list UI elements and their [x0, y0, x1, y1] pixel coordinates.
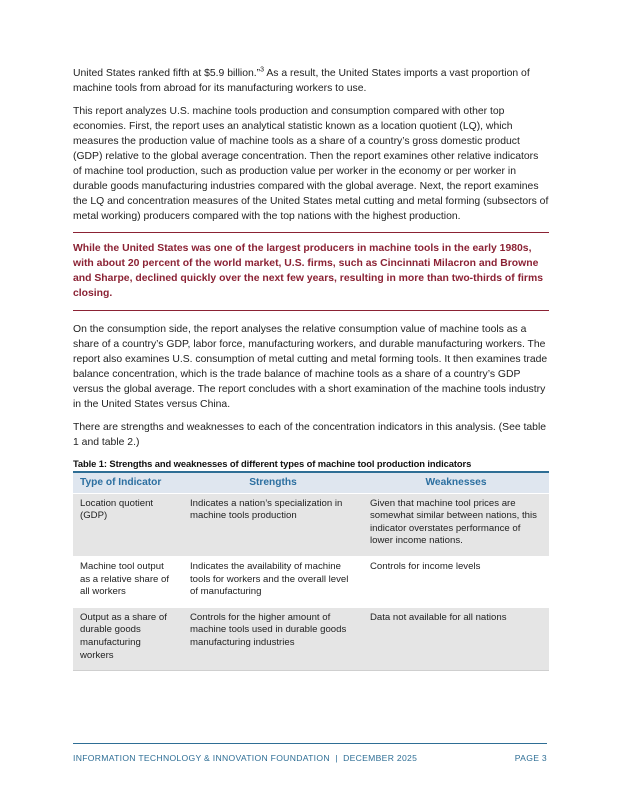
table-header-row [73, 472, 549, 493]
column-header: Strengths [249, 477, 297, 488]
table-row [73, 556, 549, 607]
table-cell: Given that machine tool prices are somewhat similar between nations, this indicator overstates performance of lower income nations. [370, 497, 537, 547]
page-number: PAGE 3 [514, 753, 547, 763]
paragraph-3: On the consumption side, the report analyses the relative consumption value of machine tools as a share of a country’s GDP, labor force, manufacturing workers, and durable manufacturing workers. The report also examines U.S. consumption of metal cutting and metal forming tools. It then examines trade balance concentration, which is the trade balance of machine tools as a share of a country’s GDP versus the global average. The report concludes with a short examination of the machine tools industry in the United States versus China. [73, 324, 548, 410]
table-cell: Machine tool output as a relative share of all workers [80, 560, 170, 598]
table-cell: Controls for the higher amount of machine tools used in durable goods manufacturing industries [190, 611, 347, 648]
footnote-ref[interactable]: 3 [260, 66, 265, 74]
table-cell: Controls for income levels [370, 560, 481, 572]
paragraph-1-text-cont: As a result, the United States imports a vast proportion of machine tools from abroad for its manufacturing workers to use. [73, 68, 530, 94]
table-cell: Indicates a nation’s specialization in machine tools production [190, 497, 343, 522]
paragraph-1 [73, 66, 549, 96]
footer-publisher: INFORMATION TECHNOLOGY & INNOVATION FOUNDATION | DECEMBER 2025 [73, 753, 418, 763]
table-cell: Output as a share of durable goods manufacturing workers [80, 611, 167, 661]
indicators-table [73, 471, 549, 671]
paragraph-2: This report analyzes U.S. machine tools production and consumption compared with other top economies. First, the report uses an analytical statistic known as a location quotient (LQ), which measures the production value of machine tools as a share of a country’s gross domestic product (GDP) relative to the global average concentration. Then the report examines other relative indicators of machine tool production, such as production value per worker in the economy or per worker in durable goods manufacturing industries compared with the global average. Next, the report examines the LQ and concentration measures of the United States metal cutting and metal forming (subsectors of metal working) producers compared with the top nations with the highest production. [73, 106, 549, 222]
callout-text: While the United States was one of the largest producers in machine tools in the early 1980s, with about 20 percent of the world market, U.S. firms, such as Cincinnati Milacron and Browne and Sharpe, declined quickly over the next few years, resulting in more than two-thirds of firms closing. [73, 243, 543, 299]
table-cell: Location quotient (GDP) [80, 497, 154, 522]
callout-box [73, 232, 549, 311]
page-footer [73, 743, 547, 763]
paragraph-4: There are strengths and weaknesses to each of the concentration indicators in this analysis. (See table 1 and table 2.) [73, 422, 547, 448]
table-row [73, 607, 549, 670]
table-cell: Data not available for all nations [370, 611, 507, 623]
paragraph-1-text: United States ranked fifth at $5.9 billion.” [73, 68, 261, 79]
table-title: Table 1: Strengths and weaknesses of different types of machine tool production indicators [73, 458, 472, 469]
column-header: Type of Indicator [80, 477, 162, 488]
table-cell: Indicates the availability of machine tools for workers and the overall level of manufacturing [190, 560, 349, 598]
page-content [73, 66, 549, 671]
table-row [73, 493, 549, 556]
column-header: Weaknesses [425, 477, 487, 488]
